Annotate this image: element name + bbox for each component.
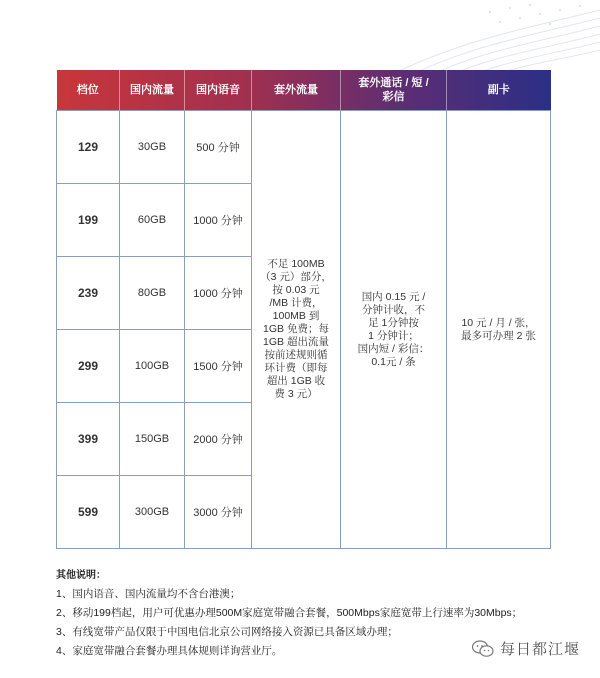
voice-cell: 3000 分钟: [185, 476, 252, 549]
note-item: 2、移动199档起，用户可优惠办理500M家庭宽带融合套餐，500Mbps家庭宽带上行速率为30Mbps；: [56, 607, 523, 619]
note-item: 3、有线宽带产品仅限于中国电信北京公司网络接入资源已具备区域办理；: [56, 626, 398, 638]
overage-data-line: 环计费（即每: [264, 362, 328, 374]
tier-cell: 239: [57, 257, 120, 330]
overage-calls-line: 足 1分钟按: [368, 316, 419, 329]
overage-calls-line: 国内短 / 彩信：: [357, 342, 430, 355]
sub-card-line: 10 元 / 月 / 张，: [461, 316, 536, 329]
data-cell: 30GB: [120, 111, 185, 184]
tier-cell: 299: [57, 330, 120, 403]
table-row: [57, 111, 551, 184]
watermark: [472, 638, 580, 659]
header-overage-data: 套外流量: [252, 70, 341, 111]
header-tier: 档位: [57, 70, 120, 111]
note-item: 1、国内语音、国内流量均不含台港澳；: [56, 588, 241, 600]
wechat-icon: [472, 640, 494, 658]
data-cell: 60GB: [120, 184, 185, 257]
overage-calls-line: 0.1元 / 条: [371, 355, 416, 368]
watermark-text: 每日都江堰: [499, 641, 580, 658]
overage-calls-line: 国内 0.15 元 /: [361, 290, 426, 303]
overage-data-line: 超出 1GB 收: [266, 375, 326, 387]
header-sub-card: 副卡: [487, 84, 510, 96]
header-overage-calls: [341, 70, 447, 111]
overage-data-cell: [252, 111, 341, 549]
header-domestic-voice: 国内语音: [185, 70, 252, 111]
table-header-row: [57, 70, 551, 111]
voice-cell: 1500 分钟: [185, 330, 252, 403]
header-overage-calls-label: 套外通话 / 短 / 彩信: [358, 77, 429, 103]
data-cell: 100GB: [120, 330, 185, 403]
data-cell: 150GB: [120, 403, 185, 476]
overage-calls-cell: [341, 111, 447, 549]
decorative-wave-graphic: [340, 0, 600, 80]
data-cell: 80GB: [120, 257, 185, 330]
voice-cell: 1000 分钟: [185, 257, 252, 330]
tier-cell: 599: [57, 476, 120, 549]
overage-data-line: /MB 计费，: [269, 297, 323, 309]
header-domestic-data: 国内流量: [120, 70, 185, 111]
sub-card-line: 最多可办理 2 张: [461, 329, 536, 342]
overage-data-line: 按 0.03 元: [272, 284, 320, 296]
overage-data-line: 1GB 免费；每: [263, 323, 329, 335]
data-cell: 300GB: [120, 476, 185, 549]
tier-cell: 129: [57, 111, 120, 184]
overage-data-line: 费 3 元）: [274, 388, 318, 400]
voice-cell: 500 分钟: [185, 111, 252, 184]
overage-data-line: 按前述规则循: [264, 349, 328, 361]
voice-cell: 1000 分钟: [185, 184, 252, 257]
sub-card-cell: [447, 111, 551, 549]
overage-calls-line: 分钟计收，不: [362, 303, 425, 316]
tier-cell: 399: [57, 403, 120, 476]
overage-calls-line: 1 分钟计；: [368, 329, 419, 342]
overage-data-line: 1GB 超出流量: [263, 336, 329, 348]
overage-data-line: 不足 100MB: [267, 258, 325, 270]
voice-cell: 2000 分钟: [185, 403, 252, 476]
notes-title: 其他说明：: [56, 570, 106, 581]
overage-data-line: （3 元）部分，: [260, 271, 332, 283]
tier-cell: 199: [57, 184, 120, 257]
note-item: 4、家庭宽带融合套餐办理具体规则详询营业厅。: [56, 645, 283, 657]
package-table: [56, 70, 551, 549]
overage-data-line: 100MB 到: [272, 310, 320, 322]
